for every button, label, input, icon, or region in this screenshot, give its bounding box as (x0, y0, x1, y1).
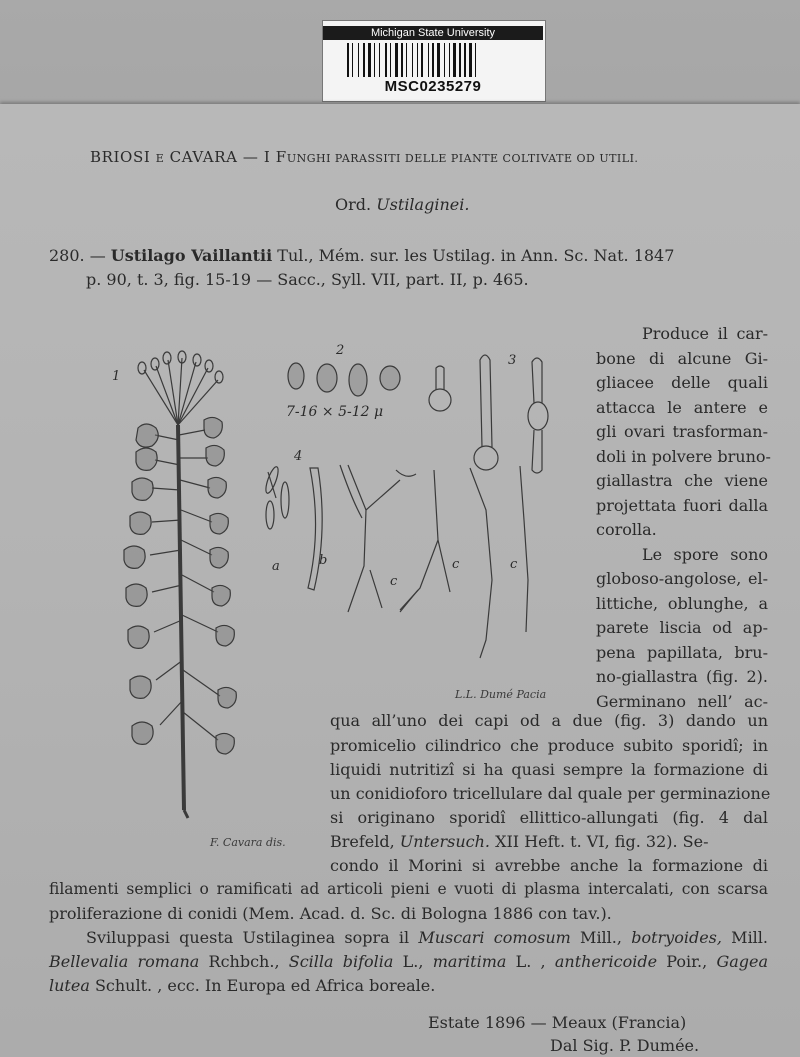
text-run: Rchbch., (199, 952, 289, 971)
body-line: si originano sporidî ellittico-allungati (fig. 4 dal (330, 808, 768, 827)
fig-letter: c (452, 557, 460, 572)
author-cavara: CAVARA (169, 148, 238, 166)
text-line: doli in polvere bruno- (596, 446, 771, 466)
text-run: Sviluppasi questa Ustilaginea sopra il (86, 928, 419, 947)
barcode-bar (437, 43, 440, 77)
fig-letter: c (510, 557, 518, 572)
promycelia (263, 465, 528, 658)
barcode-bar (390, 43, 391, 77)
order-heading (335, 195, 469, 214)
fig-letter: b (319, 553, 328, 568)
fig-number: 2 (336, 343, 345, 358)
text-line: Produce il car- (642, 324, 768, 343)
host-name: Muscari comosum (418, 928, 571, 947)
text-run: Untersuch. (399, 832, 490, 851)
host-name: maritima (432, 952, 507, 971)
host-name: Gagea (716, 952, 769, 971)
barcode-bar (406, 43, 407, 77)
text-line: parete liscia od ap- (596, 618, 768, 637)
entry-number: 280. — (49, 246, 111, 265)
barcode-bar (449, 43, 450, 77)
text-run: Poir., (657, 952, 717, 971)
collection-date-place: Estate 1896 — Meaux (Francia) (428, 1013, 687, 1032)
text-line: gliacee delle quali (596, 373, 768, 392)
barcode-label (322, 20, 546, 102)
text-run: Mill., (570, 928, 632, 947)
plant-stalk (178, 425, 184, 810)
text-line: giallastra che viene (596, 471, 768, 490)
barcode-bar (358, 43, 359, 77)
species-name: Ustilago Vaillantii (110, 246, 273, 265)
citation-part-1: Tul., Mém. sur. les Ustilag. in Ann. Sc. Nat. 1847 (272, 246, 675, 265)
germinating-spores (429, 355, 548, 473)
entry-line-2: p. 90, t. 3, fig. 15-19 — Sacc., Syll. VII, part. II, p. 465. (86, 270, 529, 289)
entry-line-1 (49, 246, 674, 265)
barcode-bar (401, 43, 403, 77)
barcode-bar (421, 43, 423, 77)
barcode-bar (469, 43, 472, 77)
text-line: corolla. (596, 520, 657, 539)
fig-number: 1 (112, 369, 121, 384)
text-run: Mill. (721, 928, 769, 947)
text-line: gli ovari trasforman- (596, 422, 768, 441)
collector: Dal Sig. P. Dumée. (550, 1036, 700, 1055)
botanical-figure (100, 340, 590, 860)
barcode-bar (374, 43, 375, 77)
barcode-bar (444, 43, 445, 77)
spores (288, 363, 400, 396)
institution-name: Michigan State University (323, 26, 543, 40)
description-column (596, 322, 771, 714)
hosts-line-1 (86, 928, 768, 947)
barcode-bar (385, 43, 387, 77)
text-line: globoso-angolose, el- (596, 569, 768, 588)
barcode-bar (459, 43, 461, 77)
fig-letter: c (390, 574, 398, 589)
fig-letter: a (272, 559, 280, 574)
barcode-bar (395, 43, 398, 77)
spore-size: 7-16 × 5-12 μ (286, 404, 384, 420)
fig-number: 3 (508, 353, 517, 368)
body-line: un conidioforo tricellulare dal quale per germinazione (330, 784, 771, 803)
text-line: littiche, oblunghe, a (596, 593, 768, 613)
author-briosi: BRIOSI (90, 148, 151, 166)
barcode-bar (417, 43, 418, 77)
text-run: L., (393, 952, 433, 971)
host-name: anthericoide (554, 952, 658, 971)
barcode-bar (368, 43, 371, 77)
barcode-bar (475, 43, 476, 77)
text-line: attacca le antere e (596, 397, 768, 417)
header-dash: — I (237, 148, 276, 166)
text-run: L. , (506, 952, 555, 971)
text-run: Schult. , ecc. In Europa ed Africa boreale. (89, 976, 436, 995)
barcode-bar (464, 43, 466, 77)
text-line: Le spore sono (642, 544, 768, 564)
barcode-bar (363, 43, 365, 77)
hosts-line-3 (49, 976, 435, 995)
engraver-signature: L.L. Dumé Pacia (455, 688, 547, 701)
barcode-bar (347, 43, 349, 77)
body-line: proliferazione di conidi (Mem. Acad. d. Sc. di Bologna 1886 con tav.). (49, 904, 612, 923)
host-name: lutea (49, 976, 90, 995)
barcode (347, 43, 519, 77)
series-title: UNGHI PARASSITI DELLE PIANTE COLTIVATE OD UTILI. (286, 152, 639, 165)
text-run: Brefeld, (330, 832, 400, 851)
body-line: qua all’uno dei capi od a due (fig. 3) dando un (330, 711, 768, 730)
text-line: projettata fuori dalla (596, 495, 768, 515)
flower-buds (138, 351, 223, 425)
fig-number: 4 (294, 449, 303, 464)
body-line: liquidi nutritizî si ha quasi sempre la formazione di (330, 760, 768, 779)
text-run: XII Heft. t. VI, fig. 32). Se- (490, 832, 709, 851)
author-conjunction: E (155, 152, 165, 165)
page-header (90, 148, 638, 166)
hosts-line-2 (49, 952, 768, 971)
barcode-bar (352, 43, 353, 77)
barcode-bar (428, 43, 429, 77)
barcode-bar (379, 43, 380, 77)
body-line: promicelio cilindrico che produce subito sporidî; in (330, 736, 768, 755)
order-prefix: Ord. (335, 195, 377, 214)
title-capital: F (275, 148, 287, 166)
barcode-bar (432, 43, 434, 77)
barcode-bar (453, 43, 456, 77)
host-name: Scilla bifolia (288, 952, 394, 971)
artist-signature: F. Cavara dis. (210, 836, 286, 849)
barcode-bar (412, 43, 413, 77)
text-line: bone di alcune Gi- (596, 348, 768, 368)
text-line: Germinano nell’ ac- (596, 691, 768, 711)
body-line: filamenti semplici o ramificati ad articoli pieni e vuoti di plasma intercalati, con scarsa (49, 880, 768, 898)
specimen-code: MSC0235279 (384, 78, 482, 95)
order-name: Ustilaginei. (376, 195, 470, 214)
host-name: Bellevalia romana (49, 952, 200, 971)
text-line: pena papillata, bru- (596, 642, 768, 662)
body-line: condo il Morini si avrebbe anche la formazione di (330, 856, 768, 875)
host-name: botryoides, (631, 928, 722, 947)
text-line: no-giallastra (fig. 2). (596, 667, 768, 686)
